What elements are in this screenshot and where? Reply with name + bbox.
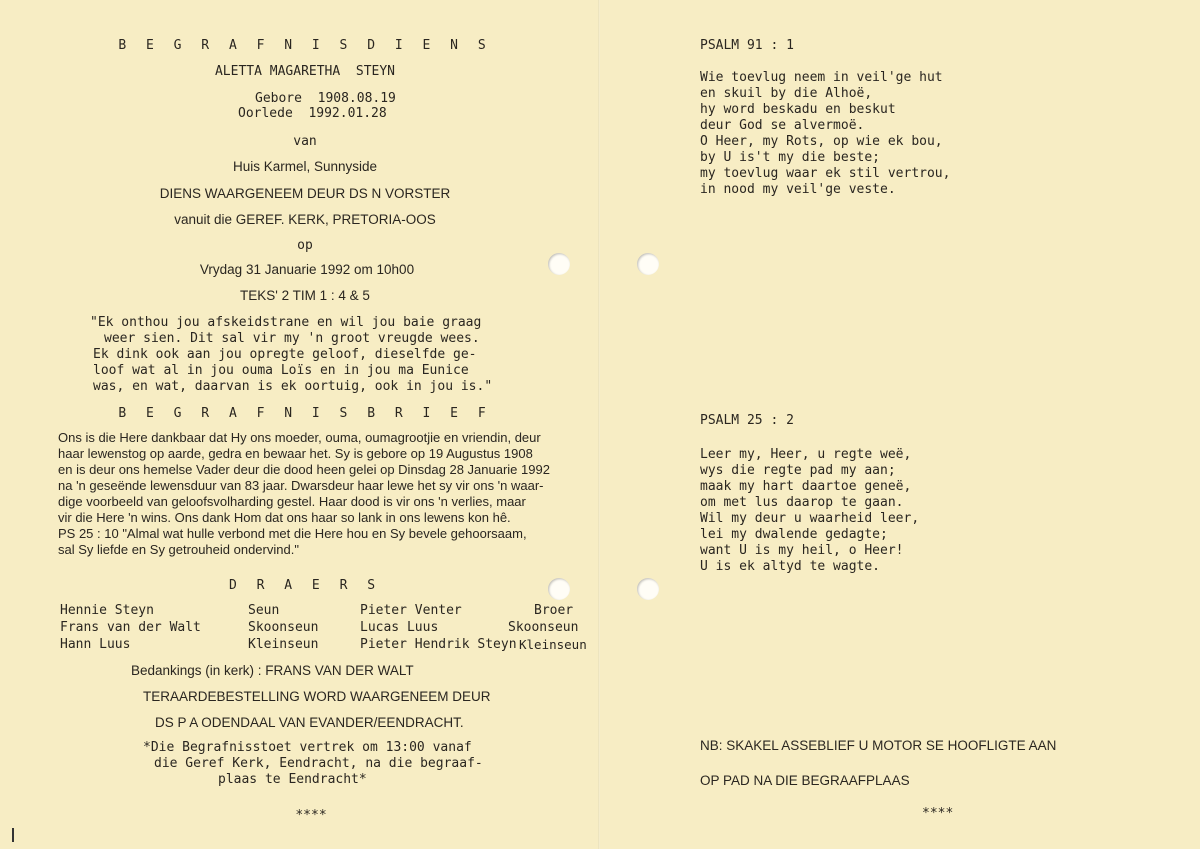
- verse-line: Wil my deur u waarheid leer,: [700, 511, 920, 526]
- verse-line: deur God se alvermoë.: [700, 118, 865, 133]
- residence: Huis Karmel, Sunnyside: [232, 159, 378, 174]
- from-word: van: [293, 134, 317, 149]
- burial-line-1: TERAARDEBESTELLING WORD WAARGENEEM DEUR: [143, 689, 491, 704]
- deceased-name: ALETTA MAGARETHA STEYN: [214, 64, 395, 79]
- verse-line: hy word beskadu en beskut: [700, 102, 896, 117]
- service-date-time: Vrydag 31 Januarie 1992 om 10h00: [199, 262, 415, 277]
- death-date: Oorlede 1992.01.28: [238, 106, 387, 121]
- verse-line: want U is my heil, o Heer!: [700, 543, 904, 558]
- birth-date: Gebore 1908.08.19: [255, 91, 396, 106]
- bearer-name: Pieter Hendrik Steyn: [360, 637, 517, 652]
- verse-line: Wie toevlug neem in veil'ge hut: [700, 70, 943, 85]
- letter-line: PS 25 : 10 "Almal wat hulle verbond met die Here hou en Sy bevele gehoorsaam,: [58, 526, 527, 541]
- psalm-91-heading: PSALM 91 : 1: [700, 38, 794, 53]
- end-mark: ****: [922, 806, 954, 821]
- procession-line: *Die Begrafnisstoet vertrek om 13:00 vanaf: [143, 740, 472, 755]
- bearer-relation: Skoonseun: [248, 620, 319, 635]
- verse-line: maak my hart daartoe geneë,: [700, 479, 912, 494]
- headlights-note-2: OP PAD NA DIE BEGRAAFPLAAS: [700, 773, 910, 788]
- letter-line: haar lewenstog op aarde, gedra en bewaar het. Sy is gebore op 19 Augustus 1908: [58, 446, 533, 461]
- thanks-line: Bedankings (in kerk) : FRANS VAN DER WALT: [131, 663, 414, 678]
- scripture-line: weer sien. Dit sal vir my 'n groot vreugde wees.: [104, 331, 480, 346]
- bearer-name: Lucas Luus: [360, 620, 439, 635]
- officiating-minister: DIENS WAARGENEEM DEUR DS N VORSTER: [159, 186, 451, 201]
- verse-line: U is ek altyd te wagte.: [700, 559, 881, 574]
- psalm-25-heading: PSALM 25 : 2: [700, 413, 794, 428]
- verse-line: O Heer, my Rots, op wie ek bou,: [700, 134, 943, 149]
- verse-line: by U is't my die beste;: [700, 150, 881, 165]
- bearer-name: Hennie Steyn: [60, 603, 154, 618]
- letter-line: dige voorbeeld van geloofsvolharding gestel. Haar dood is vir ons 'n verlies, maar: [58, 494, 526, 509]
- verse-line: lei my dwalende gedagte;: [700, 527, 888, 542]
- letter-line: vir die Here 'n wins. Ons dank Hom dat ons haar so lank in ons lewens kon hê.: [58, 510, 511, 525]
- verse-line: Leer my, Heer, u regte weë,: [700, 447, 912, 462]
- bearer-name: Frans van der Walt: [60, 620, 201, 635]
- on-word: op: [297, 238, 313, 253]
- verse-line: en skuil by die Alhoë,: [700, 86, 873, 101]
- letter-line: sal Sy liefde en Sy getrouheid ondervind.": [58, 542, 299, 557]
- letter-line: en is deur ons hemelse Vader deur die dood heen gelei op Dinsdag 28 Januarie 1992: [58, 462, 550, 477]
- bearer-relation: Seun: [248, 603, 280, 618]
- letter-heading: B E G R A F N I S B R I E F: [118, 406, 492, 421]
- bearer-relation: Kleinseun: [519, 637, 587, 652]
- scripture-line: loof wat al in jou ouma Loïs en in jou ma Eunice: [93, 363, 469, 378]
- procession-line: plaas te Eendracht*: [218, 772, 367, 787]
- headlights-note: NB: SKAKEL ASSEBLIEF U MOTOR SE HOOFLIGTE AAN: [700, 738, 1057, 753]
- right-page: [600, 0, 1200, 849]
- letter-line: na 'n geseënde lewensduur van 83 jaar. Dwarsdeur haar lewe het sy vir ons 'n waar-: [58, 478, 544, 493]
- verse-line: my toevlug waar ek stil vertrou,: [700, 166, 951, 181]
- bearers-heading: D R A E R S: [228, 578, 382, 593]
- verse-line: om met lus daarop te gaan.: [700, 495, 904, 510]
- bearer-relation: Broer: [534, 603, 574, 618]
- scripture-line: "Ek onthou jou afskeidstrane en wil jou baie graag: [90, 315, 482, 330]
- letter-line: Ons is die Here dankbaar dat Hy ons moeder, ouma, oumagrootjie en vriendin, deur: [58, 430, 541, 445]
- verse-line: wys die regte pad my aan;: [700, 463, 896, 478]
- scripture-line: Ek dink ook aan jou opregte geloof, dieselfde ge-: [93, 347, 477, 362]
- bearer-relation: Kleinseun: [248, 637, 319, 652]
- end-mark: ****: [295, 808, 327, 823]
- bearer-relation: Skoonseun: [508, 620, 579, 635]
- scripture-reference: TEKS' 2 TIM 1 : 4 & 5: [240, 288, 370, 303]
- verse-line: in nood my veil'ge veste.: [700, 182, 896, 197]
- procession-line: die Geref Kerk, Eendracht, na die begraaf-: [154, 756, 483, 771]
- burial-line-2: DS P A ODENDAAL VAN EVANDER/EENDRACHT.: [155, 715, 464, 730]
- service-title: B E G R A F N I S D I E N S: [118, 38, 492, 53]
- church-name: vanuit die GEREF. KERK, PRETORIA-OOS: [174, 212, 436, 227]
- scripture-line: was, en wat, daarvan is ek oortuig, ook in jou is.": [93, 379, 493, 394]
- bearer-name: Pieter Venter: [360, 603, 462, 618]
- bearer-name: Hann Luus: [60, 637, 131, 652]
